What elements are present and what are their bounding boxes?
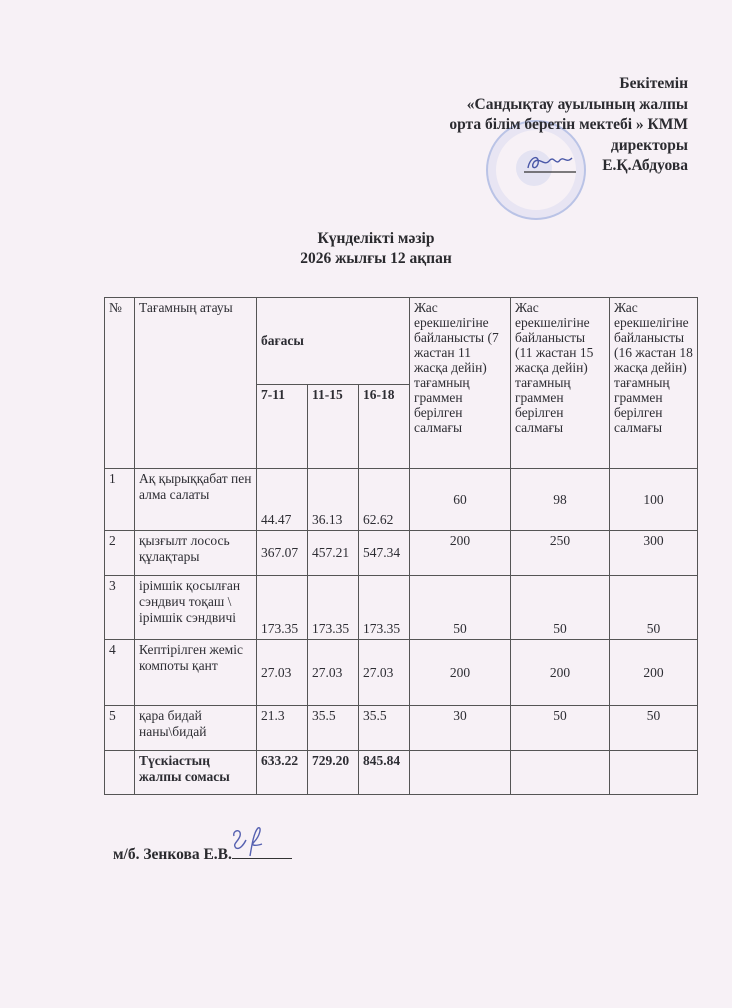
row-number: 2 [105, 531, 135, 576]
weight-16-18: 100 [610, 469, 698, 531]
weight-7-11: 50 [410, 576, 511, 640]
header-weight-11-15: Жас ерекшелігіне байланысты (11 жастан 15 жасқа дейін) тағамның граммен берілген салмағы [511, 298, 610, 469]
row-number: 1 [105, 469, 135, 531]
header-price-age-7-11: 7-11 [257, 385, 308, 469]
title-date: 2026 жылғы 12 ақпан [300, 250, 452, 267]
header-price: бағасы [257, 298, 410, 385]
price-7-11: 27.03 [257, 640, 308, 706]
price-11-15: 35.5 [308, 706, 359, 751]
approval-position: директоры [610, 136, 688, 154]
footer-signature-icon [228, 826, 268, 860]
total-row [105, 751, 698, 795]
price-7-11: 21.3 [257, 706, 308, 751]
total-weight-7-11-empty [410, 751, 511, 795]
header-dish-name: Тағамның атауы [135, 298, 257, 469]
document-title [0, 229, 732, 269]
price-7-11: 367.07 [257, 531, 308, 576]
dish-name: Ақ қырыққабат пен алма салаты [135, 469, 257, 531]
header-weight-7-11: Жас ерекшелігіне байланысты (7 жастан 11 жасқа дейін) тағамның граммен берілген салмағы [410, 298, 511, 469]
dish-name: қара бидай наны\бидай [135, 706, 257, 751]
title-menu: Күнделікті мәзір [317, 230, 435, 247]
dish-name: ірімшік қосылған сэндвич тоқаш \ ірімшік сэндвичі [135, 576, 257, 640]
price-16-18: 62.62 [359, 469, 410, 531]
dish-name: Кептірілген жеміс компоты қант [135, 640, 257, 706]
weight-16-18: 200 [610, 640, 698, 706]
weight-11-15: 250 [511, 531, 610, 576]
weight-16-18: 50 [610, 706, 698, 751]
table-row [105, 640, 698, 706]
header-row [105, 298, 698, 385]
table-row [105, 576, 698, 640]
row-number: 3 [105, 576, 135, 640]
table-row [105, 531, 698, 576]
price-11-15: 27.03 [308, 640, 359, 706]
price-11-15: 173.35 [308, 576, 359, 640]
signature-line [232, 844, 292, 859]
weight-7-11: 60 [410, 469, 511, 531]
weight-7-11: 200 [410, 531, 511, 576]
table-row [105, 706, 698, 751]
weight-7-11: 30 [410, 706, 511, 751]
total-price-11-15: 729.20 [308, 751, 359, 795]
footer-signature-block [113, 844, 292, 864]
row-number: 4 [105, 640, 135, 706]
total-price-7-11: 633.22 [257, 751, 308, 795]
table-row [105, 469, 698, 531]
header-price-age-16-18: 16-18 [359, 385, 410, 469]
total-price-16-18: 845.84 [359, 751, 410, 795]
total-label: Түскіастың жалпы сомасы [135, 751, 257, 795]
price-11-15: 36.13 [308, 469, 359, 531]
price-16-18: 35.5 [359, 706, 410, 751]
approval-school-line1: «Сандықтау ауылының жалпы [466, 95, 688, 113]
weight-16-18: 50 [610, 576, 698, 640]
price-16-18: 173.35 [359, 576, 410, 640]
price-7-11: 173.35 [257, 576, 308, 640]
price-11-15: 457.21 [308, 531, 359, 576]
weight-11-15: 200 [511, 640, 610, 706]
weight-11-15: 50 [511, 576, 610, 640]
total-weight-11-15-empty [511, 751, 610, 795]
header-weight-16-18: Жас ерекшелігіне байланысты (16 жастан 18 жасқа дейін) тағамның граммен берілген салмағы [610, 298, 698, 469]
menu-table [104, 297, 698, 795]
total-weight-16-18-empty [610, 751, 698, 795]
weight-11-15: 98 [511, 469, 610, 531]
footer-signature-label: м/б. Зенкова Е.В. [113, 846, 232, 863]
approval-school-line2: орта білім беретін мектебі » КММ [449, 116, 688, 133]
price-16-18: 547.34 [359, 531, 410, 576]
header-number: № [105, 298, 135, 469]
director-signature-icon [522, 152, 578, 174]
row-number: 5 [105, 706, 135, 751]
weight-7-11: 200 [410, 640, 511, 706]
weight-16-18: 300 [610, 531, 698, 576]
price-7-11: 44.47 [257, 469, 308, 531]
total-number-empty [105, 751, 135, 795]
weight-11-15: 50 [511, 706, 610, 751]
header-price-age-11-15: 11-15 [308, 385, 359, 469]
approval-signer: Е.Қ.Абдуова [602, 157, 688, 174]
price-16-18: 27.03 [359, 640, 410, 706]
dish-name: қызғылт лосось құлақтары [135, 531, 257, 576]
approval-heading: Бекітемін [619, 75, 688, 92]
